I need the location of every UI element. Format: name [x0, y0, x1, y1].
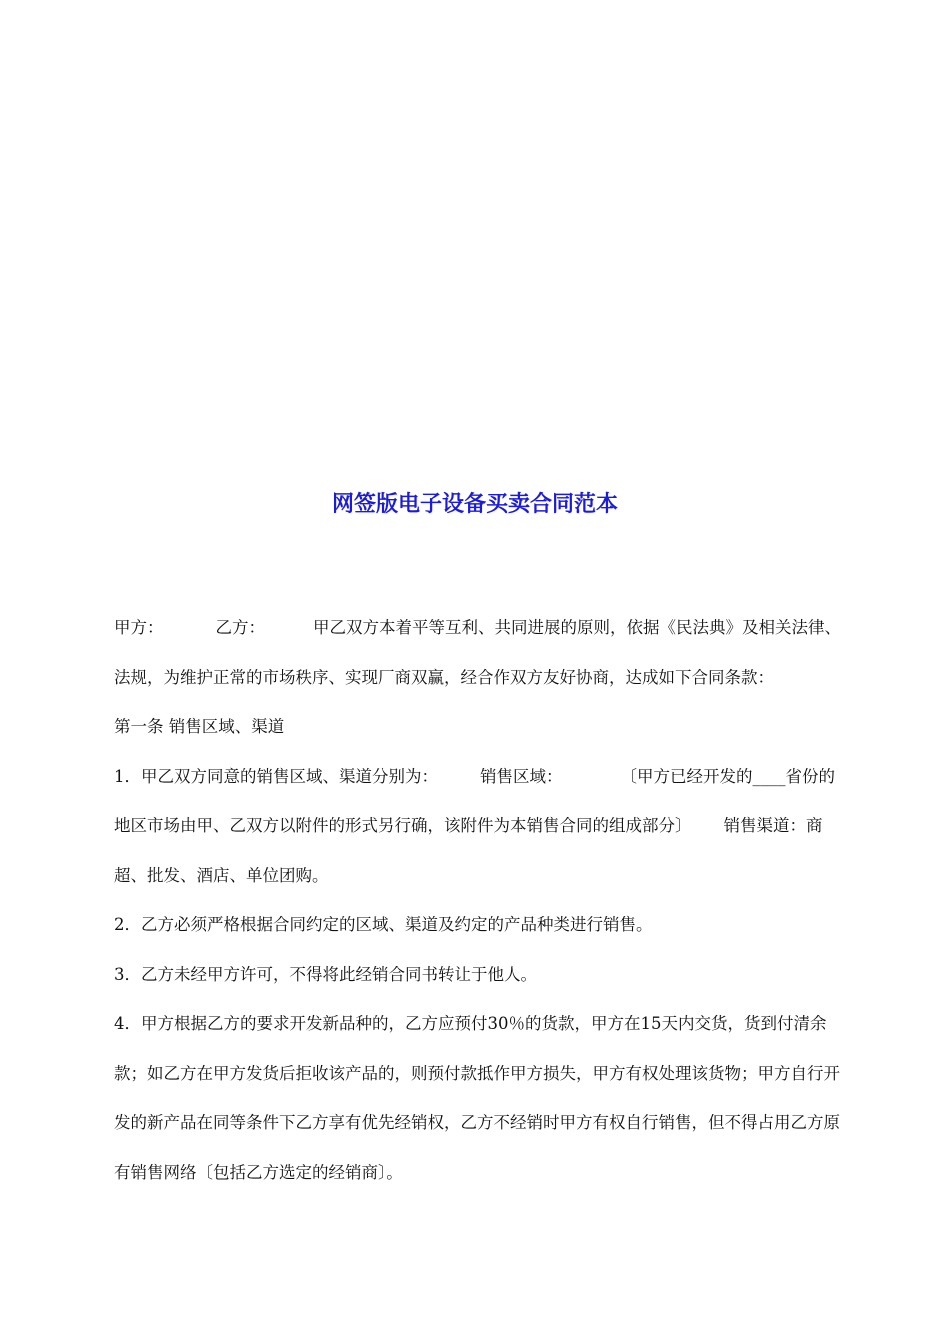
article-1-item-3: 3．乙方未经甲方许可，不得将此经销合同书转让于他人。	[114, 964, 537, 984]
article-1-heading: 第一条 销售区域、渠道	[114, 717, 285, 736]
intro-text: 甲乙双方本着平等互利、共同进展的原则，依据《民法典》及相关法律、法规，为维护正常的市场秩序、实现厂商双赢，经合作双方友好协商，达成如下合同条款：	[114, 618, 841, 687]
document-body	[114, 603, 842, 1197]
channel-text: 销售渠道：商超、批发、酒店、单位团购。	[114, 816, 823, 885]
intro-paragraph	[114, 603, 842, 702]
article-1-item-2: 2．乙方必须严格根据合同约定的区域、渠道及约定的产品种类进行销售。	[114, 915, 653, 934]
party-a-label: 甲方：	[114, 618, 164, 637]
item-1-lead: 1．甲乙双方同意的销售区域、渠道分别为：	[114, 766, 438, 786]
document-title: 网签版电子设备买卖合同范本	[331, 491, 618, 517]
party-b-label: 乙方：	[215, 618, 265, 637]
article-1-item-1	[114, 752, 842, 901]
article-1-item-4: 4．甲方根据乙方的要求开发新品种的，乙方应预付30％的货款，甲方在15天内交货，货到付清余款；如乙方在甲方发货后拒收该产品的，则预付款抵作甲方损失，甲方有权处理该货物；甲方自行开发的新产品在同等条件下乙方享有优先经销权，乙方不经销时甲方有权自行销售，但不得占用乙方原有销售网络〔包括乙方选定的经销商〕。	[114, 1014, 840, 1182]
region-text: 〔甲方已经开发的____省份的地区市场由甲、乙双方以附件的形式另行确，该附件为本销售合同的组成部分〕	[114, 766, 835, 835]
region-label: 销售区域：	[480, 766, 563, 786]
